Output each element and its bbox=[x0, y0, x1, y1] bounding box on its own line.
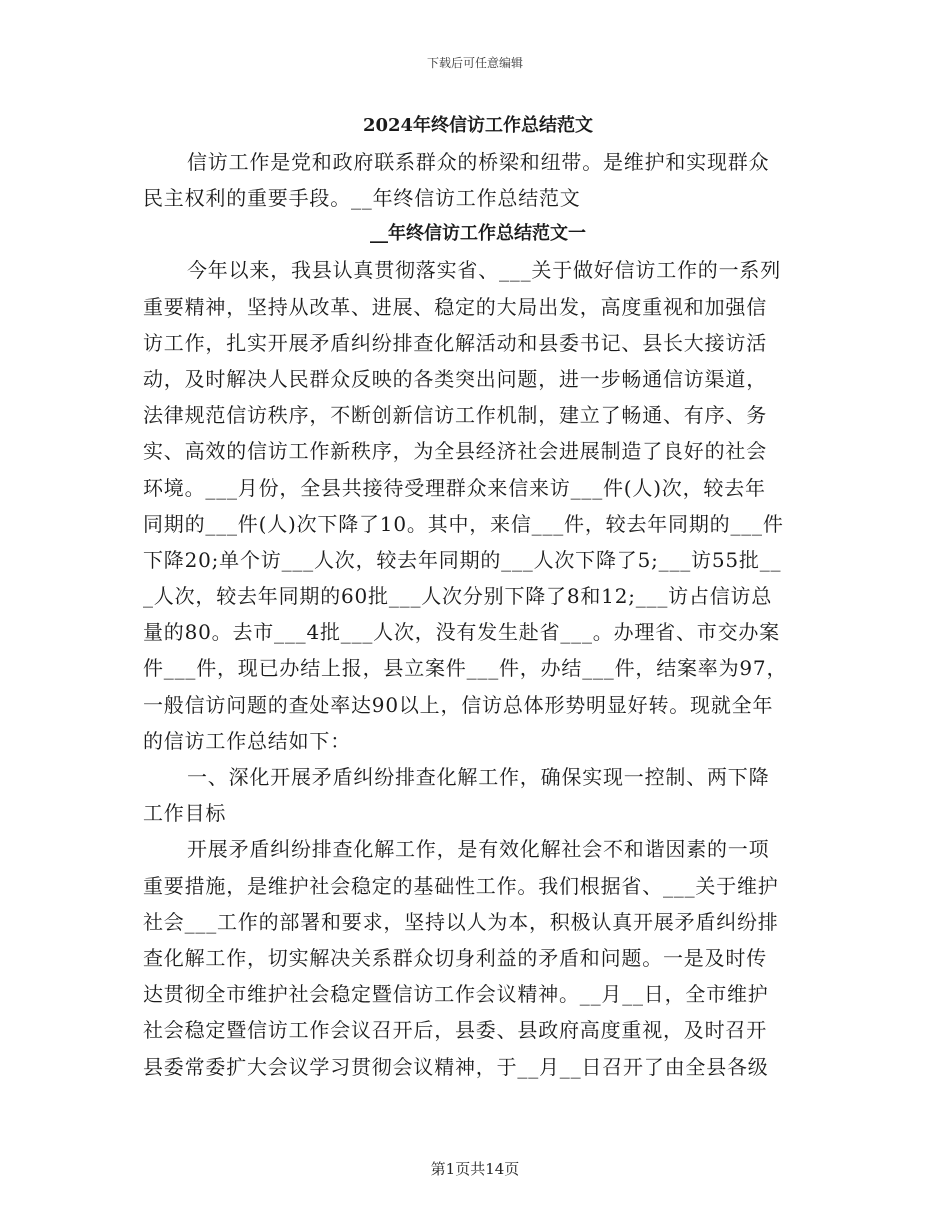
paragraph-2 bbox=[143, 831, 813, 1084]
document-title: 2024年终信访工作总结范文 bbox=[362, 115, 594, 136]
text-line: 工作目标 bbox=[143, 801, 227, 826]
text-line: 一般信访问题的查处率达90以上，信访总体形势明显好转。现就全年 bbox=[143, 692, 774, 717]
text-line: 访工作，扎实开展矛盾纠纷排查化解活动和县委书记、县长大接访活 bbox=[143, 330, 767, 355]
text-line: 重要精神，坚持从改革、进展、稳定的大局出发，高度重视和加强信 bbox=[143, 294, 767, 319]
text-line: 一、深化开展矛盾纠纷排查化解工作，确保实现一控制、两下降 bbox=[187, 765, 770, 789]
text-line: 社会稳定暨信访工作会议召开后，县委、县政府高度重视，及时召开 bbox=[143, 1018, 767, 1043]
text-line: 环境。___月份，全县共接待受理群众来信来访___件(人)次，较去年 bbox=[143, 475, 766, 500]
page-header: 下载后可任意编辑 bbox=[426, 56, 523, 70]
text-line: 实、高效的信访工作新秩序，为全县经济社会进展制造了良好的社会 bbox=[143, 439, 767, 464]
text-line: 件___件，现已办结上报，县立案件___件，办结___件，结案率为97， bbox=[143, 656, 788, 681]
text-line: 的信访工作总结如下： bbox=[143, 728, 351, 753]
page-footer: 第1页共14页 bbox=[430, 1160, 520, 1178]
text-line: 动，及时解决人民群众反映的各类突出问题，进一步畅通信访渠道， bbox=[143, 366, 767, 391]
text-line: 信访工作是党和政府联系群众的桥梁和纽带。是维护和实现群众 bbox=[187, 150, 770, 174]
text-line: 开展矛盾纠纷排查化解工作，是有效化解社会不和谐因素的一项 bbox=[187, 837, 770, 862]
section-title: __年终信访工作总结范文一 bbox=[370, 223, 586, 245]
paragraph-1 bbox=[143, 252, 813, 759]
text-line: 量的80。去市___4批___人次，没有发生赴省___。办理省、市交办案 bbox=[143, 620, 780, 645]
text-line: 达贯彻全市维护社会稳定暨信访工作会议精神。__月__日，全市维护 bbox=[143, 982, 769, 1007]
document-body bbox=[143, 108, 813, 1085]
text-line: 查化解工作，切实解决关系群众切身利益的矛盾和问题。一是及时传 bbox=[143, 945, 767, 970]
text-line: 法律规范信访秩序，不断创新信访工作机制，建立了畅通、有序、务 bbox=[143, 403, 767, 428]
heading-1 bbox=[143, 759, 813, 831]
text-line: 县委常委扩大会议学习贯彻会议精神，于__月__日召开了由全县各级 bbox=[143, 1054, 769, 1079]
text-line: 民主权利的重要手段。__年终信访工作总结范文 bbox=[143, 186, 581, 211]
text-line: 今年以来，我县认真贯彻落实省、___关于做好信访工作的一系列 bbox=[187, 258, 781, 283]
text-line: 重要措施，是维护社会稳定的基础性工作。我们根据省、___关于维护 bbox=[143, 873, 779, 898]
text-line: 同期的___件(人)次下降了10。其中，来信___件，较去年同期的___件 bbox=[143, 511, 784, 536]
text-line: 下降20;单个访___人次，较去年同期的___人次下降了5;___访55批__ bbox=[143, 547, 782, 572]
text-line: 社会___工作的部署和要求，坚持以人为本，积极认真开展矛盾纠纷排 bbox=[143, 909, 779, 934]
text-line: _人次，较去年同期的60批___人次分别下降了8和12;___访占信访总 bbox=[143, 584, 773, 609]
intro-paragraph bbox=[143, 144, 813, 216]
